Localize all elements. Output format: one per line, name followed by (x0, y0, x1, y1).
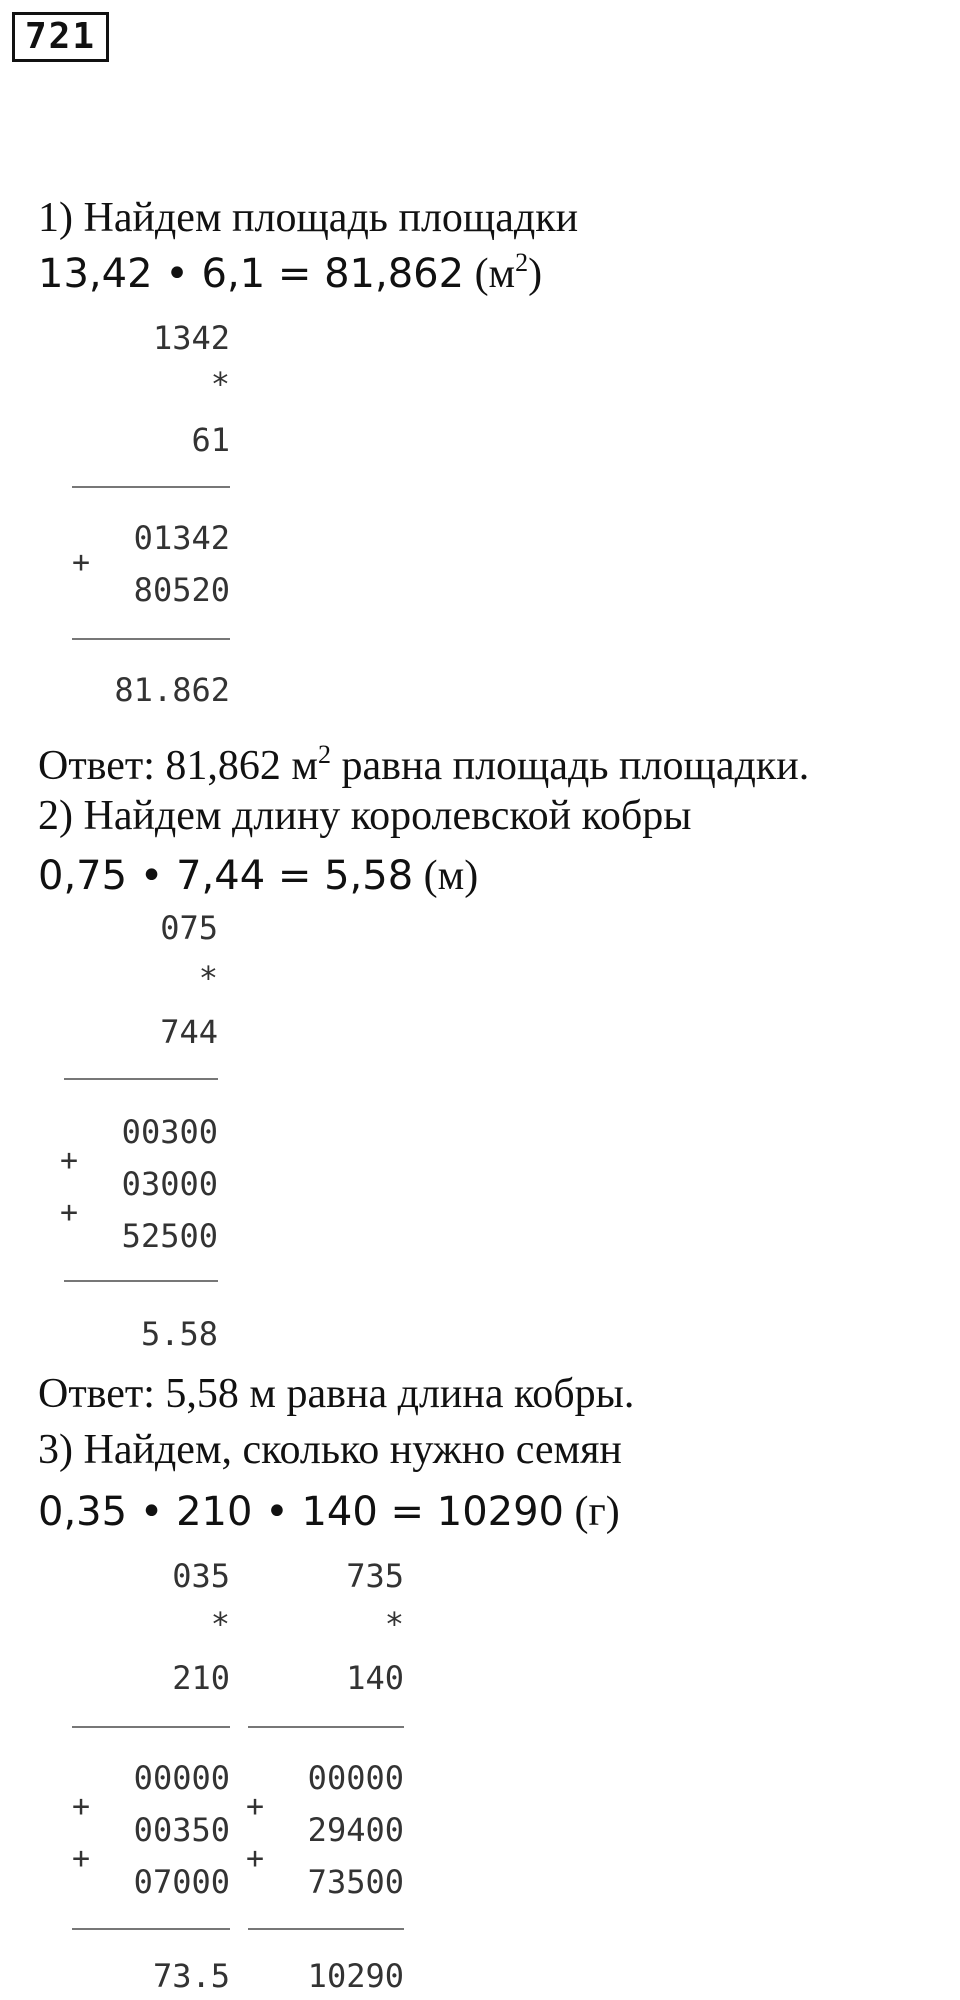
calc-factor1: 035 (172, 1557, 230, 1595)
part2-answer: Ответ: 5,58 м равна длина кобры. (38, 1371, 635, 1417)
part2-heading: 2) Найдем длину королевской кобры (38, 793, 692, 839)
calc-rule (72, 1726, 230, 1728)
calc-partial: 29400 (307, 1811, 404, 1849)
calc-sign: * (384, 1605, 404, 1643)
calc-rule (248, 1726, 404, 1728)
part3-column-multiplication-1 (60, 1556, 230, 1996)
calc-plus: + (246, 1841, 265, 1876)
part3-formula-expression: 0,35 • 210 • 140 = 10290 (38, 1489, 564, 1535)
calc-sign: * (210, 1605, 230, 1643)
calc-rule (72, 638, 230, 640)
calc-partial: 80520 (133, 571, 230, 609)
task-number: 721 (12, 12, 109, 62)
calc-partial: 00000 (307, 1759, 404, 1797)
calc-plus: + (60, 1143, 79, 1178)
part3-column-multiplication-2 (242, 1556, 404, 1996)
calc-plus: + (72, 1841, 91, 1876)
part1-formula-expression: 13,42 • 6,1 = 81,862 (38, 251, 465, 297)
part1-column-multiplication (60, 318, 230, 718)
calc-factor1: 1342 (152, 319, 230, 357)
calc-plus: + (72, 1789, 91, 1824)
part1-formula-unit: $(м^2)$ (474, 248, 543, 297)
calc-factor2: 140 (346, 1659, 404, 1697)
calc-result: 81.862 (114, 671, 230, 709)
calc-plus: + (72, 545, 91, 580)
part1-heading: 1) Найдем площадь площадки (38, 195, 579, 241)
calc-partial: 00300 (121, 1113, 218, 1151)
part3-heading: 3) Найдем, сколько нужно семян (38, 1427, 622, 1473)
calc-result: 5.58 (140, 1315, 218, 1353)
calc-rule (64, 1078, 218, 1080)
calc-partial: 52500 (121, 1217, 218, 1255)
part2-formula (38, 852, 478, 900)
calc-factor2: 210 (172, 1659, 230, 1697)
calc-plus: + (246, 1789, 265, 1824)
part3-formula-unit: (г) (574, 1489, 620, 1535)
calc-rule (72, 1928, 230, 1930)
part1-formula (38, 250, 542, 298)
calc-sign: * (210, 365, 230, 403)
calc-partial: 00350 (133, 1811, 230, 1849)
calc-partial: 73500 (307, 1863, 404, 1901)
part1-answer: Ответ: 81,862 $м^2$ равна площадь площадки. (38, 740, 810, 789)
calc-plus: + (60, 1195, 79, 1230)
part3-formula (38, 1488, 620, 1536)
calc-result: 73.5 (152, 1957, 230, 1995)
calc-factor1: 735 (346, 1557, 404, 1595)
calc-result: 10290 (307, 1957, 404, 1995)
calc-factor1: 075 (160, 909, 218, 947)
calc-factor2: 744 (160, 1013, 218, 1051)
calc-partial: 00000 (133, 1759, 230, 1797)
part2-column-multiplication (60, 908, 218, 1358)
part2-formula-unit: (м) (423, 853, 479, 899)
calc-factor2: 61 (191, 421, 230, 459)
calc-rule (248, 1928, 404, 1930)
calc-rule (64, 1280, 218, 1282)
calc-rule (72, 486, 230, 488)
calc-sign: * (198, 959, 218, 997)
calc-partial: 07000 (133, 1863, 230, 1901)
calc-partial: 01342 (133, 519, 230, 557)
part2-formula-expression: 0,75 • 7,44 = 5,58 (38, 853, 414, 899)
calc-partial: 03000 (121, 1165, 218, 1203)
